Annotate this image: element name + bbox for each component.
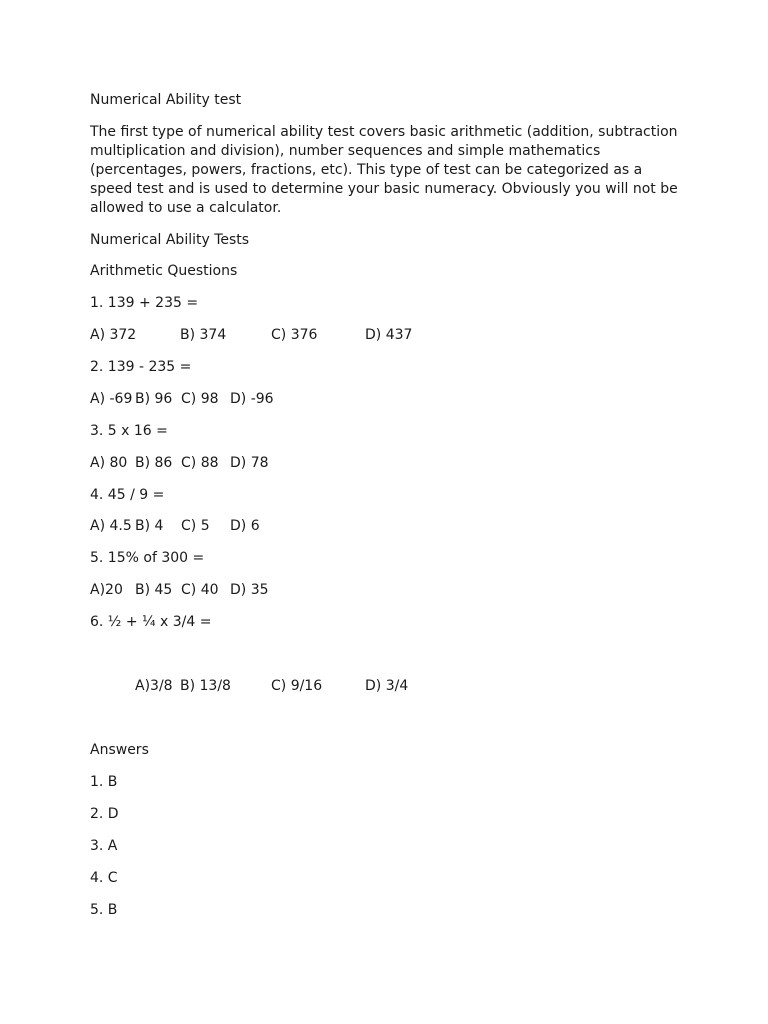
option-c: C) 88 xyxy=(181,455,219,471)
answer-item: 5. B xyxy=(90,902,118,918)
question-text: 2. 139 - 235 = xyxy=(90,359,192,375)
option-a: A) 4.5 xyxy=(90,518,132,534)
option-a: A)3/8 xyxy=(135,678,173,694)
option-c: C) 376 xyxy=(271,327,318,343)
option-c: C) 98 xyxy=(181,391,219,407)
option-c: C) 40 xyxy=(181,582,219,598)
option-a: A) -69 xyxy=(90,391,133,407)
intro-line: multiplication and division), number sequences and simple mathematics xyxy=(90,143,601,159)
option-a: A)20 xyxy=(90,582,123,598)
subsection-heading: Arithmetic Questions xyxy=(90,263,238,279)
answer-item: 4. C xyxy=(90,870,118,886)
question-text: 3. 5 x 16 = xyxy=(90,423,168,439)
option-c: C) 5 xyxy=(181,518,210,534)
option-b: B) 4 xyxy=(135,518,164,534)
option-b: B) 86 xyxy=(135,455,173,471)
intro-line: speed test and is used to determine your basic numeracy. Obviously you will not be xyxy=(90,181,678,197)
question-text: 1. 139 + 235 = xyxy=(90,295,199,311)
question-text: 4. 45 / 9 = xyxy=(90,487,165,503)
option-d: D) 3/4 xyxy=(365,678,409,694)
option-d: D) -96 xyxy=(230,391,274,407)
option-b: B) 45 xyxy=(135,582,173,598)
answer-item: 1. B xyxy=(90,774,118,790)
answers-heading: Answers xyxy=(90,742,149,758)
intro-line: (percentages, powers, fractions, etc). This type of test can be categorized as a xyxy=(90,162,643,178)
option-d: D) 6 xyxy=(230,518,260,534)
document-title: Numerical Ability test xyxy=(90,92,242,108)
option-b: B) 374 xyxy=(180,327,227,343)
question-text: 6. ½ + ¼ x 3/4 = xyxy=(90,614,212,630)
intro-line: allowed to use a calculator. xyxy=(90,200,282,216)
intro-line: The first type of numerical ability test covers basic arithmetic (addition, subtraction xyxy=(90,124,678,140)
option-b: B) 96 xyxy=(135,391,173,407)
option-b: B) 13/8 xyxy=(180,678,231,694)
intro-paragraph xyxy=(90,123,680,218)
option-a: A) 80 xyxy=(90,455,128,471)
option-d: D) 437 xyxy=(365,327,413,343)
option-c: C) 9/16 xyxy=(271,678,323,694)
option-d: D) 35 xyxy=(230,582,269,598)
section-heading: Numerical Ability Tests xyxy=(90,232,250,248)
option-d: D) 78 xyxy=(230,455,269,471)
answer-item: 3. A xyxy=(90,838,118,854)
answer-item: 2. D xyxy=(90,806,119,822)
question-text: 5. 15% of 300 = xyxy=(90,550,205,566)
option-a: A) 372 xyxy=(90,327,137,343)
